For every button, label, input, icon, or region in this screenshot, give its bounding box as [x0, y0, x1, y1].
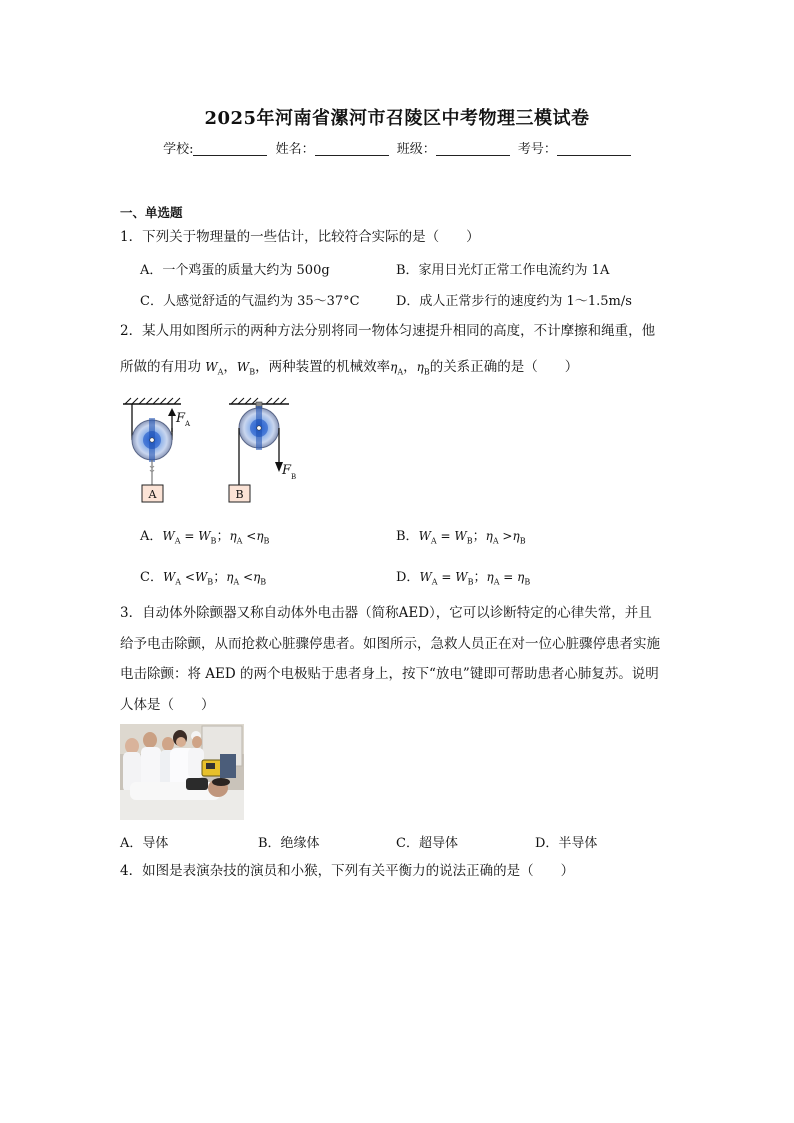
aed-rescue-photo: [120, 724, 244, 820]
q3-option-d: D．半导体: [535, 836, 598, 851]
exam-no-blank: [557, 141, 631, 156]
q3-option-b: B．绝缘体: [258, 836, 320, 851]
q3-line1: 3．自动体外除颤器又称自动体外电击器（简称AED），它可以诊断特定的心律失常，并且: [120, 605, 652, 621]
class-label: 班级：: [396, 142, 436, 157]
fa-label: F: [176, 411, 186, 426]
q3-option-c: C．超导体: [396, 836, 458, 851]
q3-line3: 电击除颤：将 AED 的两个电极贴于患者身上，按下“放电”键即可帮助患者心肺复苏。说明: [120, 666, 659, 682]
svg-text:A: A: [185, 420, 191, 428]
name-label: 姓名：: [275, 142, 315, 157]
q1-stem: 1．下列关于物理量的一些估计，比较符合实际的是（ ）: [120, 229, 480, 245]
q3-line4: 人体是（ ）: [120, 697, 215, 713]
q1-option-a: A．一个鸡蛋的质量大约为 500g: [140, 263, 330, 278]
svg-text:B: B: [291, 473, 297, 481]
pulley-diagram: [115, 392, 315, 508]
fixed-pulley-b: [239, 406, 279, 485]
q2-line2: 所做的有用功 $W_A$，$W_B$，两种装置的机械效率$\eta_A$，$\eta_B$的关系正确的是（ ）: [120, 359, 579, 377]
q2-option-a: A．$W_A = W_B$；$\eta_A <\eta_B$: [140, 529, 270, 546]
q3-option-a: A．导体: [120, 836, 169, 851]
fb-label: F: [282, 463, 292, 478]
box-a-label: A: [148, 488, 157, 501]
q1-option-b: B．家用日光灯正常工作电流约为 1A: [396, 263, 610, 278]
student-info-line: [0, 138, 794, 157]
q2-option-d: D．$W_A = W_B$；$\eta_A = \eta_B$: [396, 570, 531, 587]
q1-option-c: C．人感觉舒适的气温约为 35～37°C: [140, 294, 360, 309]
q2-line1: 2．某人用如图所示的两种方法分别将同一物体匀速提升相同的高度，不计摩擦和绳重，他: [120, 323, 656, 339]
class-blank: [436, 141, 510, 156]
q2-option-b: B．$W_A = W_B$；$\eta_A >\eta_B$: [396, 529, 526, 546]
q3-line2: 给予电击除颤，从而抢救心脏骤停患者。如图所示，急救人员正在对一位心脏骤停患者实施: [120, 636, 660, 652]
q1-option-d: D．成人正常步行的速度约为 1～1.5m/s: [396, 294, 632, 309]
force-fa-arrow: [168, 408, 176, 432]
exam-no-label: 考号：: [517, 142, 557, 157]
name-blank: [315, 141, 389, 156]
section-heading: 一、单选题: [120, 205, 183, 220]
q2-option-c: C．$W_A <W_B$；$\eta_A <\eta_B$: [140, 570, 267, 587]
exam-title: 2025年河南省漯河市召陵区中考物理三模试卷: [204, 108, 590, 129]
school-blank: [193, 141, 267, 156]
q4-stem: 4．如图是表演杂技的演员和小猴，下列有关平衡力的说法正确的是（ ）: [120, 863, 575, 879]
box-b-label: B: [235, 488, 244, 501]
school-label: 学校:: [163, 142, 194, 157]
movable-pulley-a: [132, 404, 172, 485]
ceiling-a: [123, 398, 181, 404]
